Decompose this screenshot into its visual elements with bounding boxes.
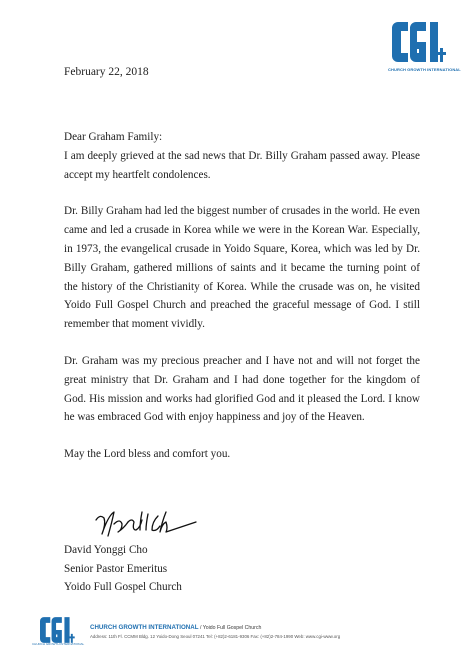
paragraph-blessing: May the Lord bless and comfort you. — [64, 448, 231, 461]
greeting: Dear Graham Family: — [64, 131, 163, 143]
signatory-church: Yoido Full Gospel Church — [64, 581, 182, 594]
letter-date: February 22, 2018 — [64, 66, 149, 78]
logo-subtitle: CHURCH GROWTH INTERNATIONAL — [388, 67, 461, 72]
paragraph-condolence: I am deeply grieved at the sad news that Dr. Billy Graham passed away. Please accept my heartfelt condolences. — [64, 149, 420, 181]
cgi-logo — [388, 18, 461, 76]
letter-body — [64, 128, 420, 464]
footer-address: Address: 11th Fl. CCMM Bldg. 12 Yoido-Dong Seoul 07241 Tel: (+82)2-6181-9306 Fax: (+82)2-784-1990 Web: www.cgi-www.org — [90, 634, 341, 639]
signatory-title: Senior Pastor Emeritus — [64, 562, 168, 575]
paragraph-ministry: Dr. Graham was my precious preacher and I have not and will not forget the great ministry that Dr. Graham and I had done together for the kingdom of God. His mission and works had glorified God and it pleased the Lord. I know he was embraced God with enjoy happiness and joy of the Heaven. — [64, 354, 420, 424]
cgi-logo-mark — [392, 18, 448, 66]
footer-logo-subtitle: CHURCH GROWTH INTERNATIONAL — [32, 642, 85, 646]
signature-block — [64, 541, 182, 597]
signatory-name: David Yonggi Cho — [64, 544, 148, 556]
footer-org-name: CHURCH GROWTH INTERNATIONAL — [90, 624, 199, 631]
footer-org-suffix: / Yoido Full Gospel Church — [198, 625, 262, 631]
handwritten-signature — [92, 506, 202, 546]
paragraph-crusades: Dr. Billy Graham had led the biggest number of crusades in the world. He even came and led a crusade in Korea while we were in the Korean War. Especially, in 1973, the evangelical crusade in Yoido Square, Korea, which was led by Dr. Billy Graham, gathered millions of saints and it became the turning point of the history of the Christianity of Korea. While the crusade was on, he visited Yoido Full Gospel Church and preached the graceful message of God. I still remember that moment vividly. — [64, 205, 420, 331]
footer-organization — [90, 624, 261, 631]
